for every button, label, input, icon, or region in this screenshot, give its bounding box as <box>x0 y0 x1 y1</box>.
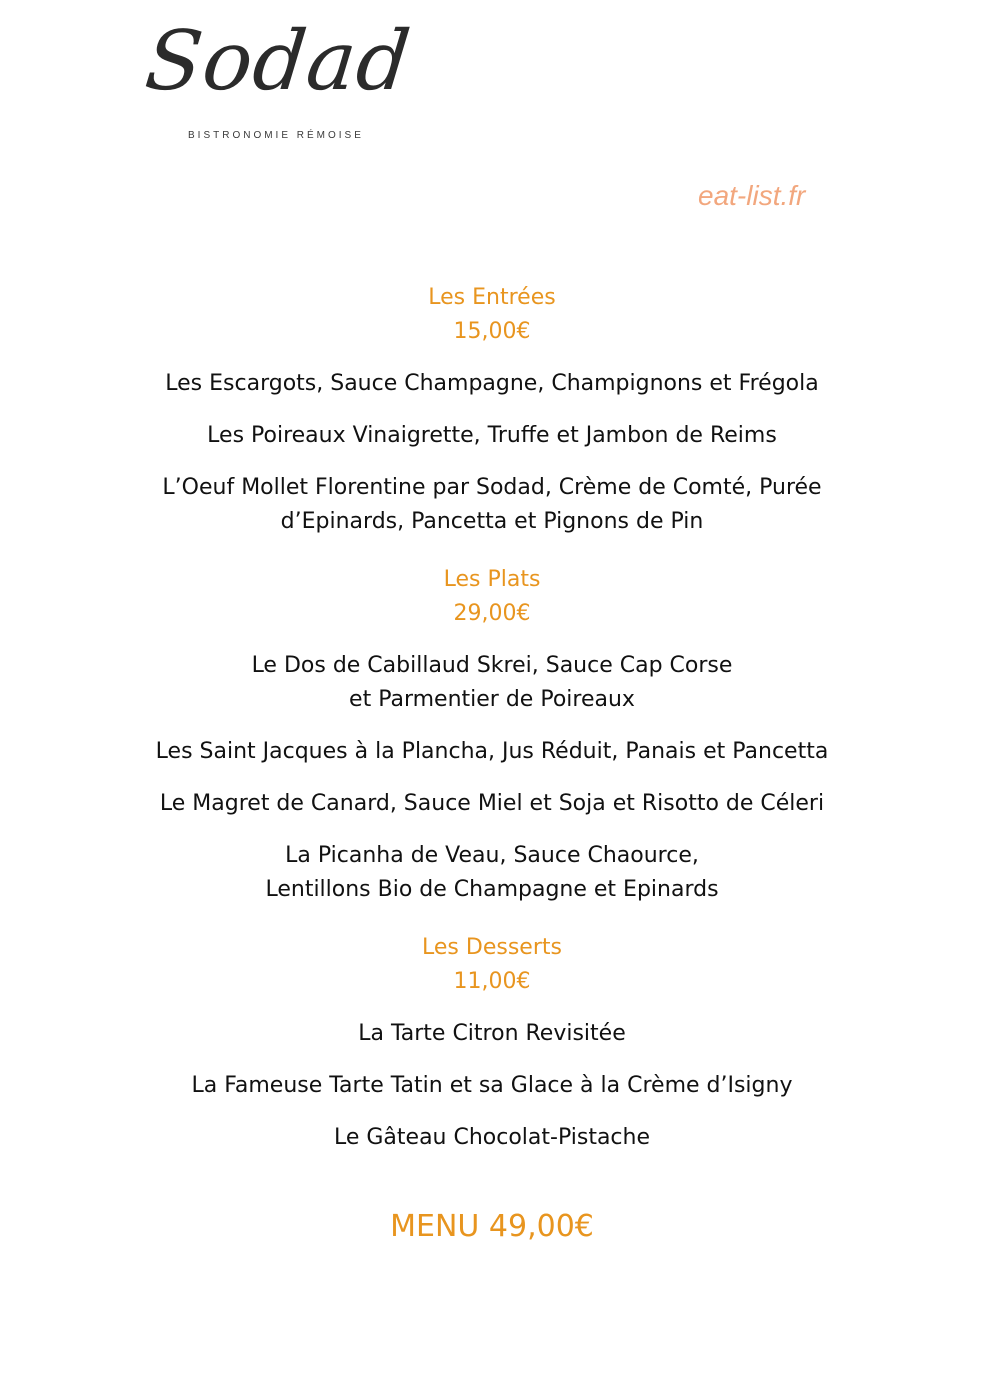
dish-line: Les Saint Jacques à la Plancha, Jus Réduit, Panais et Pancetta <box>155 739 829 764</box>
section-entrees <box>0 281 984 539</box>
dish-line: La Picanha de Veau, Sauce Chaource, <box>285 843 699 868</box>
menu-total-price: MENU 49,00€ <box>390 1209 594 1244</box>
dish-item <box>0 735 984 769</box>
section-title: Les Entrées <box>428 285 556 310</box>
restaurant-logo <box>140 14 420 144</box>
section-title: Les Desserts <box>422 935 562 960</box>
dish-item <box>0 471 984 539</box>
dish-line: Lentillons Bio de Champagne et Epinards <box>265 877 719 902</box>
logo-tagline: BISTRONOMIE RÉMOISE <box>188 130 364 141</box>
dish-line: et Parmentier de Poireaux <box>349 687 635 712</box>
watermark: eat-list.fr <box>698 180 806 211</box>
dish-item <box>0 649 984 717</box>
dish-item <box>0 367 984 401</box>
dish-item <box>0 1017 984 1051</box>
menu-body <box>0 281 984 1247</box>
dish-item <box>0 1069 984 1103</box>
dish-line: Le Magret de Canard, Sauce Miel et Soja et Risotto de Céleri <box>159 791 825 816</box>
logo-wordmark: Sodad <box>141 14 416 109</box>
section-price: 15,00€ <box>453 319 531 344</box>
section-desserts <box>0 931 984 1155</box>
dish-item <box>0 419 984 453</box>
dish-item <box>0 839 984 907</box>
section-price: 11,00€ <box>453 969 531 994</box>
dish-line: Les Escargots, Sauce Champagne, Champignons et Frégola <box>165 371 819 396</box>
section-title: Les Plats <box>443 567 541 592</box>
dish-item <box>0 787 984 821</box>
section-price: 29,00€ <box>453 601 531 626</box>
dish-line: Le Dos de Cabillaud Skrei, Sauce Cap Corse <box>251 653 733 678</box>
dish-line: Le Gâteau Chocolat-Pistache <box>333 1125 651 1150</box>
dish-item <box>0 1121 984 1155</box>
dish-line: d’Epinards, Pancetta et Pignons de Pin <box>280 509 704 534</box>
dish-line: La Fameuse Tarte Tatin et sa Glace à la Crème d’Isigny <box>191 1073 793 1098</box>
dish-line: L’Oeuf Mollet Florentine par Sodad, Crème de Comté, Purée <box>162 475 822 500</box>
dish-line: La Tarte Citron Revisitée <box>358 1021 626 1046</box>
section-plats <box>0 563 984 907</box>
dish-line: Les Poireaux Vinaigrette, Truffe et Jambon de Reims <box>207 423 777 448</box>
